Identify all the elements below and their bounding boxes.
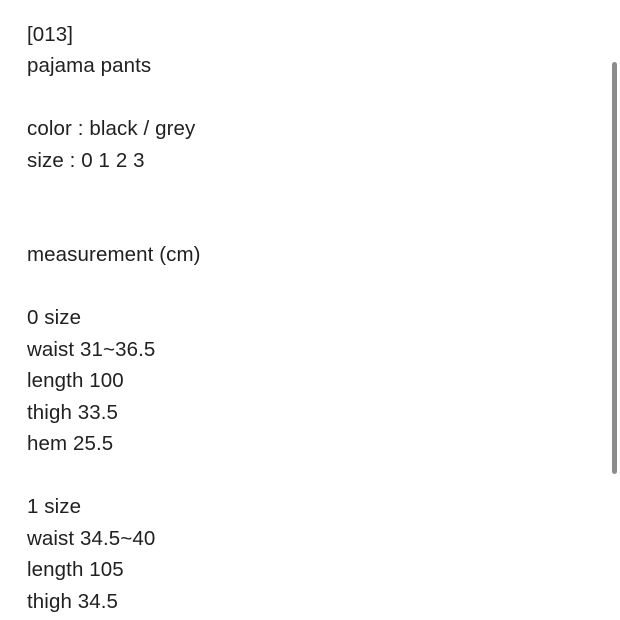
size-1-thigh: thigh 34.5 <box>27 589 119 613</box>
product-color-line: color : black / grey <box>27 117 196 141</box>
size-0-length: length 100 <box>27 369 124 393</box>
spacer <box>27 208 580 240</box>
spacer <box>27 271 580 303</box>
spacer <box>27 460 580 492</box>
product-description-text <box>27 19 580 618</box>
product-name: pajama pants <box>27 54 152 78</box>
size-0-thigh: thigh 33.5 <box>27 400 119 424</box>
size-1-waist: waist 34.5~40 <box>27 526 156 550</box>
spacer <box>27 177 580 209</box>
size-1-heading: 1 size <box>27 495 82 519</box>
measurement-title: measurement (cm) <box>27 243 201 267</box>
scrollbar-thumb[interactable] <box>612 62 617 474</box>
size-0-heading: 0 size <box>27 306 82 330</box>
product-size-line: size : 0 1 2 3 <box>27 148 145 172</box>
size-0-hem: hem 25.5 <box>27 432 114 456</box>
size-1-length: length 105 <box>27 558 124 582</box>
size-0-waist: waist 31~36.5 <box>27 337 156 361</box>
spacer <box>27 82 580 114</box>
product-code: [013] <box>27 22 74 46</box>
